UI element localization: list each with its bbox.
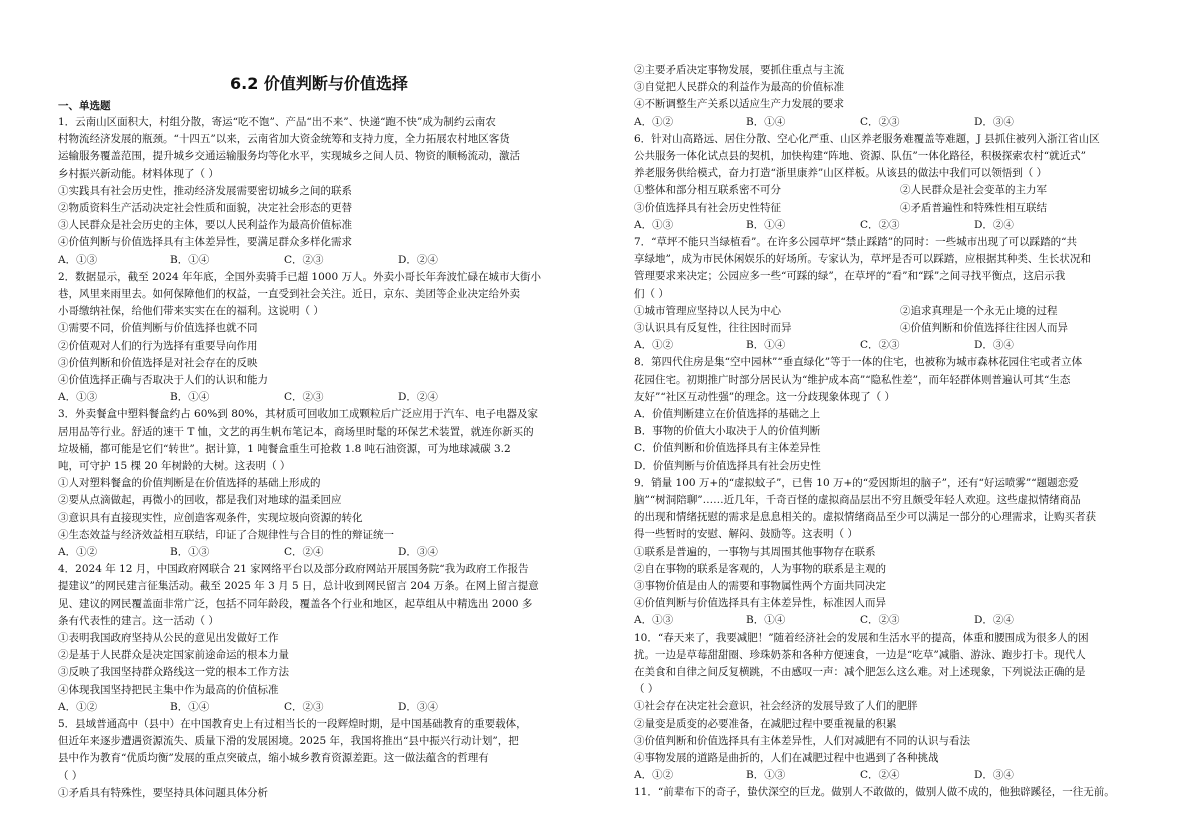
- answer-option: B．①③: [170, 546, 210, 558]
- text-line: 公共服务一体化试点县的契机，加快构建“阵地、资源、队伍”一体化路径，积极探索农村“就近式”: [634, 150, 1086, 162]
- text-line: 花园住宅。初期推广时部分居民认为“维护成本高”“隐私性差”，而年轻群体则普遍认可其“生态: [634, 373, 1071, 386]
- answer-option: A．①②: [58, 546, 98, 558]
- option-pair: [634, 303, 1154, 319]
- text-line: ④事物发展的道路是曲折的，人们在减肥过程中也遇到了各种挑战: [634, 752, 939, 764]
- answer-option: A．①②: [634, 339, 674, 352]
- answer-option: C．②④: [284, 546, 324, 558]
- text-line: ①需要不同，价值判断与价值选择也就不同: [58, 322, 258, 335]
- text-line: ④生态效益与经济效益相互联结，印证了合规律性与合目的性的辩证统一: [58, 528, 394, 541]
- text-line: 享绿地”，成为市民休闲娱乐的好场所。专家认为，草坪是否可以踩踏，应根据其种类、生长状况和: [634, 253, 1091, 266]
- answer-option: A．①③: [634, 218, 674, 231]
- text-line: 11．“前辈布下的奇子，蛰伏深空的巨龙。做别人不敢做的，做别人做不成的，他独辟蹊径，一往无前。: [634, 786, 1115, 799]
- answer-option: B．①④: [746, 614, 786, 627]
- answer-option: C．②③: [860, 339, 900, 352]
- answer-option: C．②③: [860, 115, 900, 128]
- text-line: ①人对塑料餐盒的价值判断是在价值选择的基础上形成的: [58, 477, 321, 490]
- option-item: ①整体和部分相互联系密不可分: [634, 184, 781, 197]
- page-title: 6.2 价值判断与价值选择: [230, 74, 408, 93]
- text-line: 扰。一边是草莓甜甜圈、珍珠奶茶和各种方便速食，一边是“吃草”减脂、游泳、跑步打卡。现代人: [634, 648, 1086, 661]
- text-line: 8．第四代住房是集“空中园林”“垂直绿化”等于一体的住宅，也被称为城市森林花园住宅或者立体: [634, 356, 1083, 369]
- answer-option: C．②③: [860, 218, 900, 231]
- answer-options: [634, 217, 1154, 233]
- text-line: 9．销量 100 万+的“虚拟蚊子”，已售 10 万+的“爱因斯坦的脑子”，还有“好运喷雾”“题题恋爱: [634, 476, 1079, 489]
- option-pair: [634, 320, 1154, 336]
- text-line: ④价值选择正确与否取决于人们的认识和能力: [58, 374, 268, 386]
- text-line: 们（ ）: [634, 287, 669, 300]
- option-item: ④价值判断和价值选择往往因人而异: [900, 322, 1068, 334]
- text-line: ④不断调整生产关系以适应生产力发展的要求: [634, 98, 844, 111]
- text-line: ③人民群众是社会历史的主体，要以人民利益作为最高价值标准: [58, 219, 352, 232]
- option-item: ③认识具有反复性，往往因时而异: [634, 322, 792, 334]
- text-line: ②自在事物的联系是客观的，人为事物的联系是主观的: [634, 562, 886, 575]
- answer-option: C．②④: [860, 769, 900, 782]
- text-line: 1．云南山区面积大，村组分散，寄运“吃不饱”、产品“出不来”、快递“跑不快”成为制约云南农: [58, 116, 496, 128]
- text-line: 居用品等行业。舒适的速干 T 恤，文艺的再生帆布笔记本，商场里时髦的环保艺术装置，就连你新买的: [58, 425, 534, 438]
- section-heading: 一、单选题: [58, 100, 111, 112]
- text-line: 7．“草坪不能只当绿植看”。在许多公园草坪“禁止踩踏”的同时：一些城市出现了可以踩踏的“共: [634, 236, 1078, 248]
- text-line: 5．县域普通高中（县中）在中国教育史上有过相当长的一段辉煌时期，是中国基础教育的重要载体，: [58, 718, 527, 730]
- answer-option: B．①④: [170, 253, 210, 266]
- text-line: 提建议”的网民建言征集活动。截至 2025 年 3 月 5 日，总计收到网民留言 204 万条。在网上留言提意: [58, 580, 539, 593]
- answer-option: C．②③: [284, 391, 324, 404]
- text-line: A．价值判断建立在价值选择的基础之上: [634, 408, 821, 420]
- text-line: 6．针对山高路远、居住分散、空心化严重、山区养老服务难覆盖等难题，J 县抓住被列入浙江省山区: [634, 132, 1100, 145]
- answer-option: A．①②: [58, 700, 98, 713]
- option-item: ③价值选择具有社会历史性特征: [634, 201, 781, 214]
- answer-option: C．②③: [860, 614, 900, 627]
- text-line: 见、建议的网民覆盖面非常广泛，包括不同年龄段，覆盖各个行业和地区，起草组从中精选出 2000 多: [58, 597, 533, 610]
- text-line: ①联系是普遍的，一事物与其周围其他事物存在联系: [634, 545, 876, 558]
- text-line: 3．外卖餐盒中塑料餐盒约占 60%到 80%，其材质可回收加工成颗粒后广泛应用于汽车、电子电器及家: [58, 408, 539, 421]
- text-line: ③自觉把人民群众的利益作为最高的价值标准: [634, 81, 844, 94]
- answer-options: [58, 389, 576, 405]
- answer-option: D．②④: [974, 614, 1014, 627]
- text-line: 2．数据显示，截至 2024 年年底，全国外卖骑手已超 1000 万人。外卖小哥长年奔波忙碌在城市大街小: [58, 270, 541, 283]
- text-line: ④价值判断与价值选择具有主体差异性，要满足群众多样化需求: [58, 236, 352, 249]
- text-line: ②价值观对人们的行为选择有重要导向作用: [58, 339, 258, 352]
- text-line: ②要从点滴做起，再微小的回收，都是我们对地球的温柔回应: [58, 494, 342, 507]
- option-item: ②人民群众是社会变革的主力军: [900, 184, 1047, 197]
- option-item: ②追求真理是一个永无止境的过程: [900, 304, 1058, 317]
- text-line: ②量变是质变的必要准备，在减肥过程中要重视量的积累: [634, 717, 897, 730]
- option-pair: [634, 182, 1154, 198]
- text-line: 4．2024 年 12 月，中国政府网联合 21 家网络平台以及部分政府网站开展国务院“我为政府工作报告: [58, 563, 529, 576]
- text-line: 的出现和情绪抚慰的需求是息息相关的。虚拟情绪商品至少可以满足一部分的心理需求，让购买者获: [634, 511, 1096, 524]
- text-line: ②是基于人民群众是决定国家前途命运的根本力量: [58, 649, 289, 662]
- answer-option: D．②④: [974, 218, 1014, 231]
- text-line: 县中作为教育“优质均衡”发展的重点突破点，缩小城乡教育资源差距。这一做法蕴含的哲理有: [58, 752, 489, 765]
- answer-option: C．②③: [284, 253, 324, 266]
- text-line: ①实践具有社会历史性，推动经济发展需要密切城乡之间的联系: [58, 184, 352, 197]
- option-pair: [634, 200, 1154, 216]
- answer-options: [634, 612, 1154, 628]
- answer-option: D．②④: [398, 253, 438, 266]
- text-line: 10．“春天来了，我要减肥！”随着经济社会的发展和生活水平的提高，体重和腰围成为很多人的困: [634, 631, 1089, 644]
- text-line: C．价值判断和价值选择具有主体差异性: [634, 442, 821, 455]
- answer-option: A．①③: [634, 614, 674, 627]
- answer-options: [58, 252, 576, 268]
- answer-option: D．③④: [974, 769, 1014, 782]
- text-line: ③价值判断和价值选择是对社会存在的反映: [58, 356, 258, 369]
- text-line: 村物流经济发展的瓶颈。“十四五”以来，云南省加大资金统筹和支持力度，全力拓展农村地区客货: [58, 133, 510, 146]
- text-line: 管理要求来决定；公园应多一些“可踩的绿”，在草坪的“看”和“踩”之间寻找平衡点，这启示我: [634, 270, 1066, 283]
- text-line: 运输服务覆盖范围，提升城乡交通运输服务均等化水平，实现城乡之间人员、物资的顺畅流动，激活: [58, 150, 520, 163]
- answer-options: [634, 337, 1154, 353]
- text-line: 养老服务供给模式，奋力打造“浙里康养”山区样板。从该县的做法中我们可以领悟到（ ）: [634, 167, 1048, 180]
- answer-option: B．①③: [746, 769, 786, 782]
- text-line: ④体现我国坚持把民主集中作为最高的价值标准: [58, 683, 279, 696]
- text-line: 条有代表性的建言。这一活动（ ）: [58, 614, 219, 627]
- text-line: ④价值判断与价值选择具有主体差异性，标准因人而异: [634, 597, 886, 610]
- text-line: 友好”“社区互动性强”的理念。这一分歧现象体现了（ ）: [634, 390, 895, 403]
- text-line: 脑”“树洞陪聊”……近几年，千奇百怪的虚拟商品层出不穷且颇受年轻人欢迎。这些虚拟情绪商品: [634, 494, 1081, 506]
- answer-options: [634, 767, 1154, 783]
- answer-option: B．①④: [746, 218, 786, 231]
- answer-option: A．①②: [634, 769, 674, 782]
- answer-option: B．①④: [170, 700, 210, 713]
- answer-option: D．③④: [974, 339, 1014, 352]
- option-item: ④矛盾普遍性和特殊性相互联结: [900, 201, 1047, 214]
- answer-option: D．③④: [398, 700, 438, 713]
- text-line: ③反映了我国坚持群众路线这一党的根本工作方法: [58, 666, 289, 679]
- text-line: 乡村振兴新动能。材料体现了（ ）: [58, 167, 219, 180]
- answer-option: A．①②: [634, 115, 674, 128]
- text-line: 在美食和自律之间反复横跳，不由感叹一声：减个肥怎么这么难。对上述现象，下列说法正确的是: [634, 666, 1086, 678]
- answer-options: [634, 114, 1154, 130]
- text-line: ③事物价值是由人的需要和事物属性两个方面共同决定: [634, 580, 886, 592]
- text-line: 但近年来逐步遭遇资源流失、质量下滑的发展困境。2025 年，我国将推出“县中振兴行动计划”，把: [58, 735, 519, 748]
- text-line: （ ）: [58, 769, 83, 782]
- option-item: ①城市管理应坚持以人民为中心: [634, 304, 781, 317]
- text-line: ③意识具有直接现实性，应创造客观条件，实现垃圾向资源的转化: [58, 511, 363, 524]
- text-line: 吨，可守护 15 棵 20 年树龄的大树。这表明（ ）: [58, 460, 291, 472]
- text-line: 垃圾桶，都可能是它们“转世”。据计算，1 吨餐盒重生可抢救 1.8 吨石油资源，可为地球减碳 3.2: [58, 442, 511, 455]
- text-line: ②物质资料生产活动决定社会性质和面貌，决定社会形态的更替: [58, 202, 352, 214]
- text-line: ③价值判断和价值选择具有主体差异性，人们对减肥有不同的认识与看法: [634, 734, 970, 747]
- text-line: ②主要矛盾决定事物发展，要抓住重点与主流: [634, 64, 844, 76]
- answer-options: [58, 544, 576, 560]
- answer-option: D．②④: [398, 391, 438, 404]
- answer-option: A．①③: [58, 253, 98, 266]
- answer-option: B．①④: [170, 391, 210, 404]
- text-line: 小哥缴纳社保，给他们带来实实在在的福利。这说明（ ）: [58, 305, 324, 318]
- text-line: ①矛盾具有特殊性，要坚持具体问题具体分析: [58, 786, 268, 799]
- text-line: B．事物的价值大小取决于人的价值判断: [634, 425, 821, 438]
- text-line: 得一些暂时的安慰、解闷、鼓励等。这表明（ ）: [634, 528, 858, 541]
- answer-option: C．②③: [284, 700, 324, 713]
- text-line: D．价值判断与价值选择具有社会历史性: [634, 459, 821, 472]
- answer-option: D．③④: [398, 546, 438, 558]
- text-line: ①表明我国政府坚持从公民的意见出发做好工作: [58, 632, 279, 644]
- text-line: 巷，风里来雨里去。如何保障他们的权益，一直受到社会关注。近日，京东、美团等企业决定给外卖: [58, 288, 520, 300]
- answer-option: D．③④: [974, 115, 1014, 128]
- text-line: （ ）: [634, 683, 659, 696]
- text-line: ①社会存在决定社会意识，社会经济的发展导致了人们的肥胖: [634, 700, 918, 713]
- answer-option: B．①④: [746, 339, 786, 352]
- answer-option: B．①④: [746, 115, 786, 128]
- answer-option: A．①③: [58, 391, 98, 404]
- answer-options: [58, 699, 576, 715]
